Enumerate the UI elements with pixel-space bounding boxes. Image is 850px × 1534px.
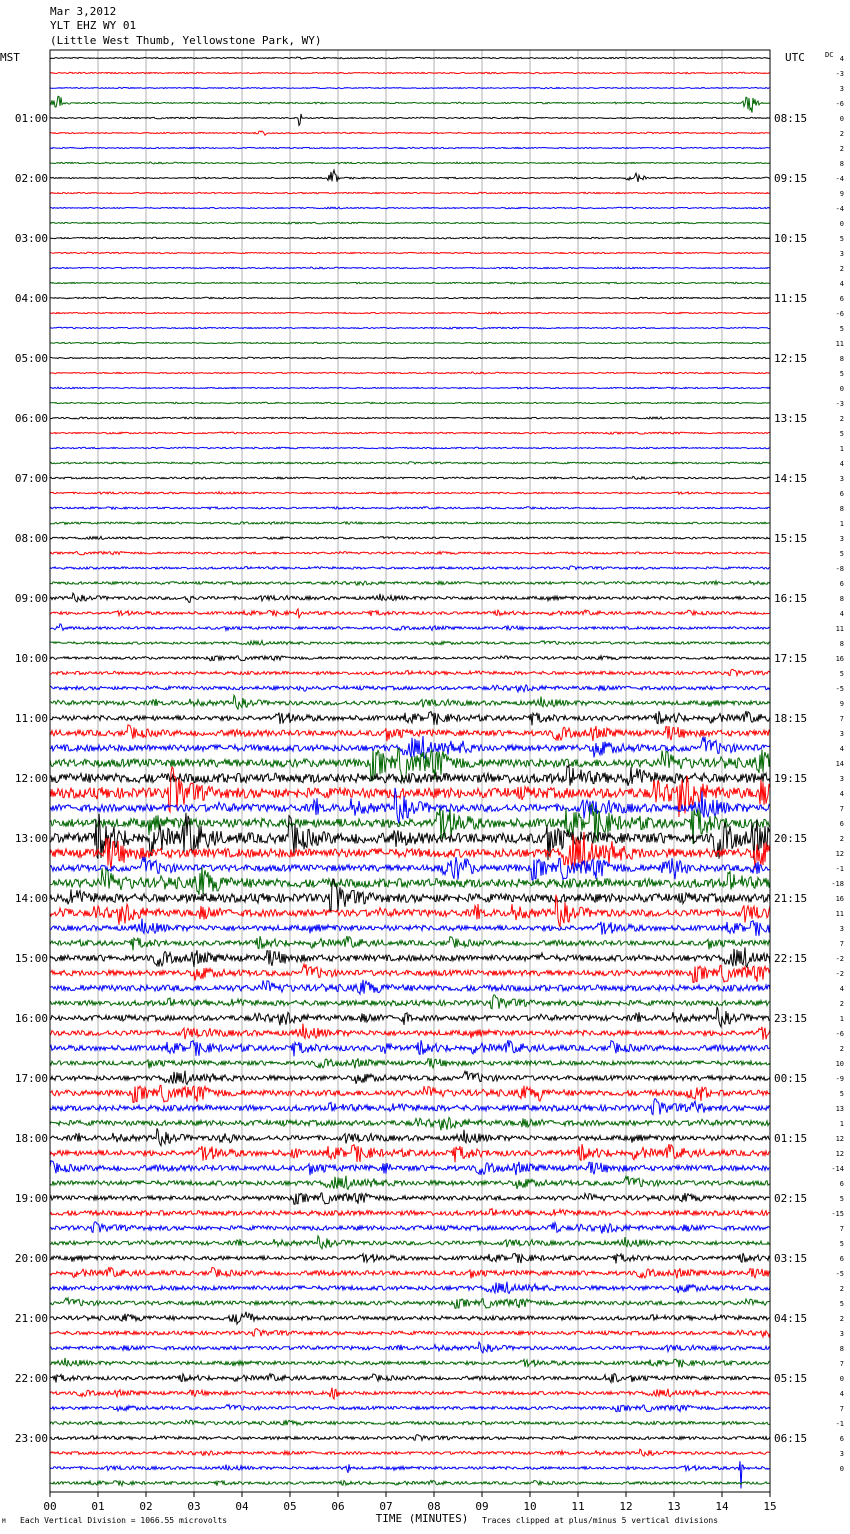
left-time-label: 19:00 xyxy=(14,1192,48,1205)
dc-offset-label: 6 xyxy=(839,580,844,588)
trace-line xyxy=(50,432,770,434)
left-axis-label: MST xyxy=(0,51,20,64)
dc-offset-label: 10 xyxy=(835,1060,844,1068)
dc-offset-label: 5 xyxy=(839,1240,844,1248)
trace-line xyxy=(50,507,770,510)
trace-line xyxy=(50,695,770,709)
dc-offset-label: 6 xyxy=(839,1180,844,1188)
dc-offset-label: 4 xyxy=(839,745,844,753)
dc-offset-label: 7 xyxy=(839,1405,844,1413)
trace-line xyxy=(50,207,770,209)
dc-offset-label: 12 xyxy=(835,1150,844,1158)
right-time-label: 04:15 xyxy=(774,1312,808,1325)
left-time-label: 23:00 xyxy=(14,1432,48,1445)
right-time-label: 05:15 xyxy=(774,1372,808,1385)
dc-offset-label: 14 xyxy=(835,760,844,768)
dc-offset-label: 1 xyxy=(839,445,844,453)
dc-offset-label: 12 xyxy=(835,1135,844,1143)
dc-offset-label: -1 xyxy=(835,1420,844,1428)
x-tick-label: 11 xyxy=(571,1500,585,1513)
dc-offset-label: 3 xyxy=(839,775,844,783)
dc-offset-label: 4 xyxy=(839,610,844,618)
dc-offset-label: 12 xyxy=(835,850,844,858)
trace-line xyxy=(50,1329,770,1337)
dc-offset-label: 0 xyxy=(839,1465,844,1473)
dc-offset-label: -3 xyxy=(835,70,844,78)
trace-line xyxy=(50,857,770,880)
right-time-label: 23:15 xyxy=(774,1012,808,1025)
trace-line xyxy=(50,669,770,675)
dc-offset-label: 1 xyxy=(839,1120,844,1128)
trace-line xyxy=(50,57,770,59)
right-time-label: 10:15 xyxy=(774,232,808,245)
right-time-label: 08:15 xyxy=(774,112,808,125)
trace-line xyxy=(50,947,770,967)
left-time-label: 16:00 xyxy=(14,1012,48,1025)
left-time-label: 05:00 xyxy=(14,352,48,365)
axis-labels xyxy=(15,55,844,1513)
dc-offset-label: -8 xyxy=(835,565,844,573)
dc-offset-label: 3 xyxy=(839,925,844,933)
dc-offset-label: 8 xyxy=(839,505,844,513)
left-time-label: 07:00 xyxy=(14,472,48,485)
trace-line xyxy=(50,162,770,164)
x-tick-label: 05 xyxy=(283,1500,297,1513)
trace-line xyxy=(50,624,770,631)
dc-offset-label: 4 xyxy=(839,55,844,63)
trace-line xyxy=(50,1117,770,1130)
clip-note: Traces clipped at plus/minus 5 vertical divisions xyxy=(482,1516,719,1525)
right-time-label: 14:15 xyxy=(774,472,808,485)
x-tick-label: 03 xyxy=(187,1500,201,1513)
x-tick-label: 01 xyxy=(91,1500,105,1513)
trace-line xyxy=(50,387,770,389)
dc-offset-label: 16 xyxy=(835,655,844,663)
dc-offset-label: 0 xyxy=(839,115,844,123)
dc-offset-label: 5 xyxy=(839,430,844,438)
dc-offset-label: -4 xyxy=(835,205,844,213)
trace-line xyxy=(50,87,770,88)
dc-offset-label: 0 xyxy=(839,385,844,393)
dc-offset-label: -15 xyxy=(831,1210,844,1218)
trace-line xyxy=(50,1085,770,1102)
trace-line xyxy=(50,282,770,284)
trace-line xyxy=(50,462,770,464)
dc-offset-label: 7 xyxy=(839,1360,844,1368)
dc-offset-label: 13 xyxy=(835,1105,844,1113)
trace-line xyxy=(50,192,770,194)
trace-line xyxy=(50,581,770,585)
right-time-label: 18:15 xyxy=(774,712,808,725)
trace-line xyxy=(50,711,770,725)
dc-offset-label: 0 xyxy=(839,1375,844,1383)
trace-line xyxy=(50,1298,770,1308)
x-tick-label: 12 xyxy=(619,1500,633,1513)
left-time-label: 15:00 xyxy=(14,952,48,965)
left-time-label: 20:00 xyxy=(14,1252,48,1265)
left-time-label: 06:00 xyxy=(14,412,48,425)
trace-line xyxy=(50,1161,770,1175)
trace-line xyxy=(50,1405,770,1412)
dc-offset-label: 5 xyxy=(839,1090,844,1098)
trace-line xyxy=(50,1312,770,1324)
dc-offset-label: 2 xyxy=(839,1285,844,1293)
trace-line xyxy=(50,131,770,135)
trace-line xyxy=(50,147,770,148)
trace-line xyxy=(50,312,770,314)
header-station: YLT EHZ WY 01 xyxy=(50,19,137,32)
trace-line xyxy=(50,609,770,618)
dc-offset-label: 4 xyxy=(839,985,844,993)
header-location: (Little West Thumb, Yellowstone Park, WY) xyxy=(50,34,322,47)
trace-line xyxy=(50,1449,770,1456)
trace-line xyxy=(50,1420,770,1425)
trace-line xyxy=(50,1040,770,1056)
right-time-label: 12:15 xyxy=(774,352,808,365)
trace-line xyxy=(50,552,770,555)
x-axis-label: TIME (MINUTES) xyxy=(375,1512,469,1525)
trace-line xyxy=(50,170,770,182)
left-time-label: 04:00 xyxy=(14,292,48,305)
trace-line xyxy=(50,1222,770,1234)
left-time-label: 18:00 xyxy=(14,1132,48,1145)
trace-line xyxy=(50,357,770,359)
x-tick-label: 06 xyxy=(331,1500,345,1513)
trace-line xyxy=(50,919,770,936)
dc-offset-label: 6 xyxy=(839,490,844,498)
dc-offset-label: 2 xyxy=(839,130,844,138)
dc-offset-label: 5 xyxy=(839,550,844,558)
trace-line xyxy=(50,1236,770,1249)
dc-offset-label: 4 xyxy=(839,280,844,288)
dc-offset-label: -5 xyxy=(835,685,844,693)
trace-line xyxy=(50,96,770,112)
trace-line xyxy=(50,1358,770,1367)
trace-line xyxy=(50,685,770,692)
dc-label: DC xyxy=(825,51,834,59)
trace-line xyxy=(50,593,770,602)
right-time-label: 20:15 xyxy=(774,832,808,845)
minute-gridlines xyxy=(98,50,722,1492)
dc-offset-label: 4 xyxy=(839,790,844,798)
dc-offset-label: 6 xyxy=(839,1435,844,1443)
trace-line xyxy=(50,566,770,570)
right-time-label: 02:15 xyxy=(774,1192,808,1205)
seismic-traces xyxy=(50,57,770,1489)
trace-line xyxy=(50,641,770,646)
dc-offset-label: 4 xyxy=(839,1390,844,1398)
trace-line xyxy=(50,522,770,525)
left-time-label: 17:00 xyxy=(14,1072,48,1085)
trace-line xyxy=(50,1480,770,1485)
trace-line xyxy=(50,267,770,269)
right-time-label: 09:15 xyxy=(774,172,808,185)
trace-line xyxy=(50,342,770,343)
right-time-label: 21:15 xyxy=(774,892,808,905)
right-time-label: 11:15 xyxy=(774,292,808,305)
left-time-label: 01:00 xyxy=(14,112,48,125)
trace-line xyxy=(50,1128,770,1145)
trace-line xyxy=(50,297,770,299)
dc-offset-label: 8 xyxy=(839,640,844,648)
dc-offset-label: 11 xyxy=(835,340,844,348)
left-time-label: 03:00 xyxy=(14,232,48,245)
trace-line xyxy=(50,1435,770,1441)
x-tick-label: 09 xyxy=(475,1500,489,1513)
x-tick-label: 14 xyxy=(715,1500,729,1513)
dc-offset-label: 7 xyxy=(839,805,844,813)
trace-line xyxy=(50,656,770,661)
dc-offset-label: 3 xyxy=(839,535,844,543)
trace-line xyxy=(50,402,770,404)
trace-line xyxy=(50,1099,770,1115)
x-tick-label: 08 xyxy=(427,1500,441,1513)
trace-line xyxy=(50,1193,770,1204)
dc-offset-label: 6 xyxy=(839,820,844,828)
left-time-label: 21:00 xyxy=(14,1312,48,1325)
dc-offset-label: 16 xyxy=(835,895,844,903)
dc-offset-label: 5 xyxy=(839,1195,844,1203)
dc-offset-label: 8 xyxy=(839,595,844,603)
dc-offset-label: -6 xyxy=(835,100,844,108)
right-time-label: 19:15 xyxy=(774,772,808,785)
dc-offset-label: 5 xyxy=(839,235,844,243)
trace-line xyxy=(50,1388,770,1399)
trace-line xyxy=(50,222,770,224)
trace-line xyxy=(50,1176,770,1190)
dc-offset-label: -6 xyxy=(835,310,844,318)
dc-offset-label: -2 xyxy=(835,955,844,963)
dc-offset-label: 2 xyxy=(839,1315,844,1323)
scale-mark: M xyxy=(2,1518,6,1525)
dc-offset-label: -3 xyxy=(835,400,844,408)
trace-line xyxy=(50,252,770,254)
dc-offset-label: 7 xyxy=(839,940,844,948)
dc-offset-label: 5 xyxy=(839,325,844,333)
x-tick-label: 15 xyxy=(763,1500,777,1513)
dc-offset-label: 6 xyxy=(839,295,844,303)
dc-offset-label: 6 xyxy=(839,1255,844,1263)
dc-offset-label: -5 xyxy=(835,1270,844,1278)
dc-offset-label: 3 xyxy=(839,1330,844,1338)
dc-offset-label: 1 xyxy=(839,1015,844,1023)
trace-line xyxy=(50,1282,770,1294)
right-time-label: 03:15 xyxy=(774,1252,808,1265)
dc-offset-label: 2 xyxy=(839,415,844,423)
dc-offset-label: 3 xyxy=(839,730,844,738)
dc-offset-label: -14 xyxy=(831,1165,844,1173)
dc-offset-label: 5 xyxy=(839,1300,844,1308)
trace-line xyxy=(50,1071,770,1085)
dc-offset-label: 0 xyxy=(839,220,844,228)
trace-line xyxy=(50,980,770,994)
dc-offset-label: 2 xyxy=(839,1045,844,1053)
dc-offset-label: 3 xyxy=(839,250,844,258)
dc-offset-label: -1 xyxy=(835,865,844,873)
x-tick-label: 04 xyxy=(235,1500,249,1513)
trace-line xyxy=(50,1374,770,1383)
dc-offset-label: -4 xyxy=(835,175,844,183)
trace-line xyxy=(50,327,770,329)
dc-offset-label: 2 xyxy=(839,1000,844,1008)
dc-offset-label: -18 xyxy=(831,880,844,888)
right-axis-label: UTC xyxy=(785,51,805,64)
x-tick-label: 00 xyxy=(43,1500,57,1513)
dc-offset-label: -6 xyxy=(835,1030,844,1038)
dc-offset-label: 2 xyxy=(839,265,844,273)
dc-offset-label: 2 xyxy=(839,835,844,843)
vertical-division-note: Each Vertical Division = 1066.55 microvolts xyxy=(20,1516,228,1525)
trace-line xyxy=(50,1144,770,1162)
x-tick-label: 13 xyxy=(667,1500,681,1513)
trace-line xyxy=(50,1253,770,1263)
left-time-label: 12:00 xyxy=(14,772,48,785)
dc-offset-label: 4 xyxy=(839,460,844,468)
right-time-label: 13:15 xyxy=(774,412,808,425)
left-time-label: 09:00 xyxy=(14,592,48,605)
left-time-label: 11:00 xyxy=(14,712,48,725)
trace-line xyxy=(50,492,770,495)
trace-line xyxy=(50,936,770,950)
dc-offset-label: 2 xyxy=(839,145,844,153)
trace-line xyxy=(50,1007,770,1027)
left-time-label: 10:00 xyxy=(14,652,48,665)
trace-line xyxy=(50,1267,770,1279)
dc-offset-label: 11 xyxy=(835,910,844,918)
header-date: Mar 3,2012 xyxy=(50,5,117,18)
trace-line xyxy=(50,447,770,449)
right-time-label: 16:15 xyxy=(774,592,808,605)
trace-line xyxy=(50,536,770,539)
dc-offset-label: 1 xyxy=(839,520,844,528)
dc-offset-label: 9 xyxy=(839,190,844,198)
x-tick-label: 07 xyxy=(379,1500,393,1513)
left-time-label: 08:00 xyxy=(14,532,48,545)
trace-line xyxy=(50,1342,770,1353)
trace-line xyxy=(50,114,770,126)
dc-offset-label: 5 xyxy=(839,370,844,378)
right-time-label: 22:15 xyxy=(774,952,808,965)
dc-offset-label: 5 xyxy=(839,670,844,678)
trace-line xyxy=(50,1058,770,1068)
dc-offset-label: 3 xyxy=(839,1450,844,1458)
left-time-label: 13:00 xyxy=(14,832,48,845)
left-time-label: 02:00 xyxy=(14,172,48,185)
right-time-label: 01:15 xyxy=(774,1132,808,1145)
right-time-label: 15:15 xyxy=(774,532,808,545)
dc-offset-label: 9 xyxy=(839,700,844,708)
trace-line xyxy=(50,725,770,741)
trace-line xyxy=(50,417,770,419)
dc-offset-label: 8 xyxy=(839,355,844,363)
dc-offset-label: 3 xyxy=(839,85,844,93)
trace-line xyxy=(50,1024,770,1040)
right-time-label: 00:15 xyxy=(774,1072,808,1085)
trace-line xyxy=(50,72,770,74)
dc-offset-label: 8 xyxy=(839,1345,844,1353)
x-tick-label: 10 xyxy=(523,1500,537,1513)
trace-line xyxy=(50,476,770,479)
left-time-label: 22:00 xyxy=(14,1372,48,1385)
x-tick-label: 02 xyxy=(139,1500,153,1513)
dc-offset-label: 3 xyxy=(839,475,844,483)
trace-line xyxy=(50,995,770,1009)
trace-line xyxy=(50,1209,770,1216)
trace-line xyxy=(50,964,770,982)
right-time-label: 17:15 xyxy=(774,652,808,665)
dc-offset-label: -9 xyxy=(835,1075,844,1083)
dc-offset-label: 11 xyxy=(835,625,844,633)
dc-offset-label: 7 xyxy=(839,1225,844,1233)
dc-offset-label: -2 xyxy=(835,970,844,978)
trace-line xyxy=(50,237,770,239)
trace-line xyxy=(50,372,770,374)
left-time-label: 14:00 xyxy=(14,892,48,905)
dc-offset-label: 8 xyxy=(839,160,844,168)
dc-offset-label: 7 xyxy=(839,715,844,723)
right-time-label: 06:15 xyxy=(774,1432,808,1445)
